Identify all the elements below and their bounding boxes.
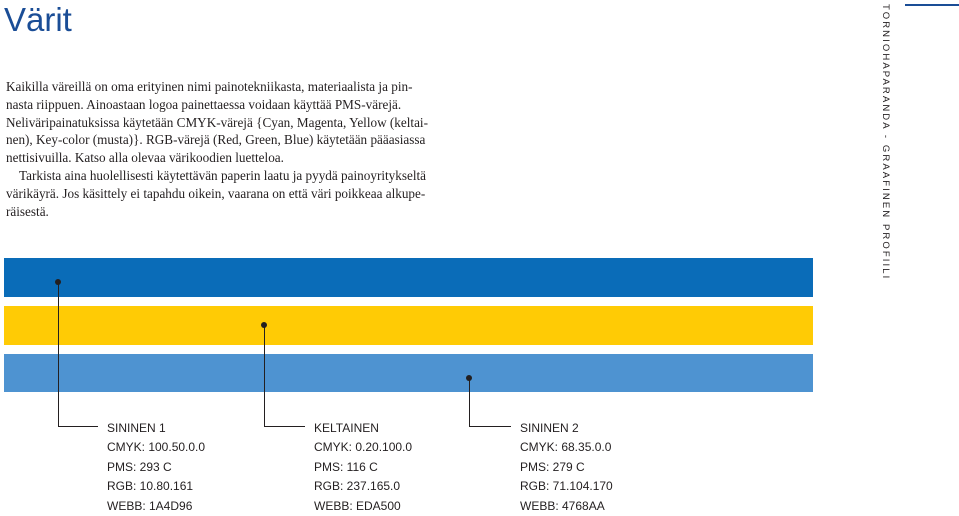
page-title: Värit — [4, 1, 72, 38]
leader-line-vertical — [58, 282, 59, 427]
leader-line-vertical — [264, 325, 265, 427]
color-pms: PMS: 116 C — [314, 459, 378, 474]
color-cmyk: CMYK: 100.50.0.0 — [107, 440, 206, 455]
paragraph-1 — [6, 78, 446, 167]
color-web: WEBB: 1A4D96 — [107, 498, 193, 513]
swatch-sininen-1 — [4, 258, 813, 297]
color-spec-sininen-2 — [520, 419, 690, 516]
paragraph-2 — [6, 167, 446, 220]
text-line: nettisivuilla. Katso alla olevaa värikoodien luetteloa. — [6, 150, 284, 166]
leader-line-horizontal — [58, 426, 98, 427]
body-text — [6, 78, 446, 220]
color-cmyk: CMYK: 0.20.100.0 — [314, 440, 413, 455]
text-line: nen), Key-color (musta)}. RGB-värejä (Red, Green, Blue) käytetään pääasiassa — [6, 132, 426, 148]
text-line: Tarkista aina huolellisesti käytettävän paperin laatu ja pyydä painoyritykseltä — [19, 167, 427, 183]
color-rgb: RGB: 237.165.0 — [314, 479, 401, 494]
color-cmyk: CMYK: 68.35.0.0 — [520, 440, 612, 455]
color-name: SININEN 1 — [107, 421, 166, 435]
swatch-keltainen — [4, 306, 813, 345]
color-name: SININEN 2 — [520, 421, 579, 435]
color-name: KELTAINEN — [314, 421, 379, 435]
color-pms: PMS: 293 C — [107, 459, 172, 474]
color-spec-keltainen — [314, 419, 484, 516]
color-web: WEBB: 4768AA — [520, 498, 605, 513]
text-line: nasta riippuen. Ainoastaan logoa painettaessa voidaan käyttää PMS-värejä. — [6, 96, 402, 112]
color-pms: PMS: 279 C — [520, 459, 585, 474]
text-line: värikäyrä. Jos käsittely ei tapahdu oikein, vaarana on että väri poikkeaa alkupe- — [6, 185, 426, 201]
color-spec-sininen-1 — [107, 419, 277, 516]
color-rgb: RGB: 10.80.161 — [107, 479, 194, 494]
color-rgb: RGB: 71.104.170 — [520, 479, 613, 494]
swatch-sininen-2 — [4, 354, 813, 392]
text-line: räisestä. — [6, 203, 49, 219]
header-rule — [905, 4, 959, 6]
side-label — [880, 4, 900, 281]
color-web: WEBB: EDA500 — [314, 498, 401, 513]
text-line: Neliväripainatuksissa käytetään CMYK-värejä {Cyan, Magenta, Yellow (keltai- — [6, 114, 428, 130]
text-line: Kaikilla väreillä on oma erityinen nimi painotekniikasta, materiaalista ja pin- — [6, 79, 413, 94]
side-label-text: TORNIOHAPARANDA - GRAAFINEN PROFIILI — [880, 4, 891, 281]
